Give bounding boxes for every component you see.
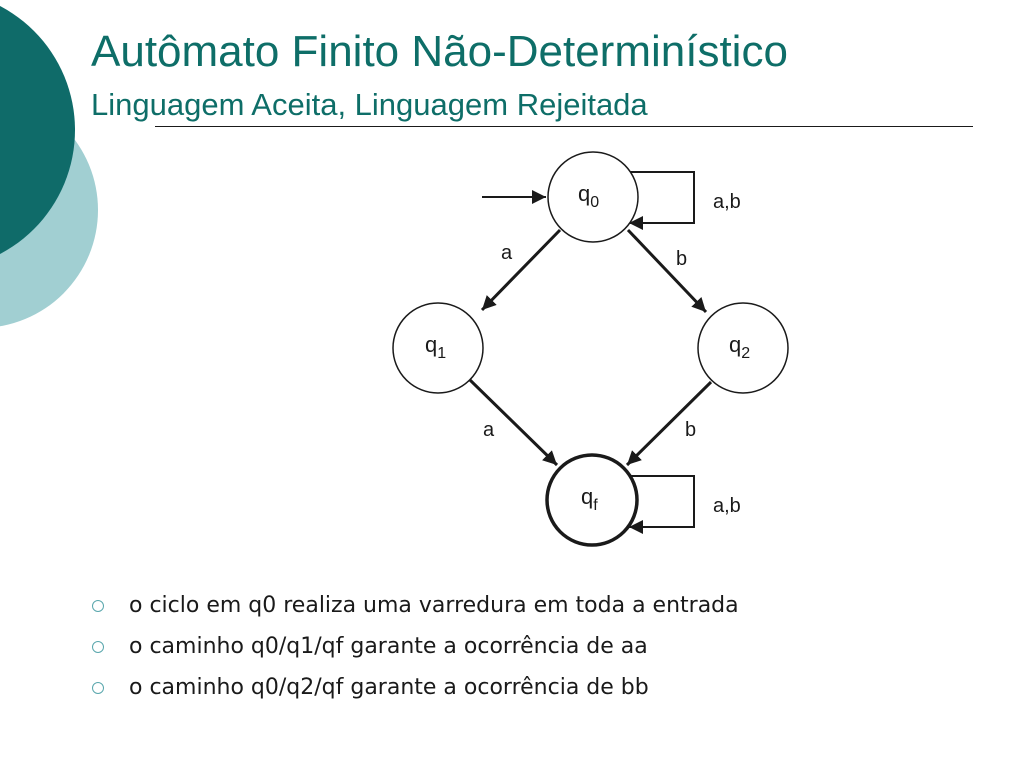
hollow-circle-bullet-icon	[92, 600, 104, 612]
edge-q0-q1	[482, 230, 560, 310]
bullet-text: o caminho q0/q1/qf garante a ocorrência de aa	[129, 634, 648, 659]
transition-label-q0-q0: a,b	[713, 191, 741, 213]
state-q1	[393, 303, 483, 393]
list-item	[92, 626, 739, 667]
state-label: $q_0$	[578, 181, 600, 211]
transition-label-q0-q2: b	[676, 248, 688, 270]
bullet-text: o ciclo em q0 realiza uma varredura em toda a entrada	[129, 593, 739, 618]
slide-title: Autômato Finito Não-Determinístico	[91, 27, 788, 76]
state-q0	[548, 152, 638, 242]
hollow-circle-bullet-icon	[92, 641, 104, 653]
self-loop-qf	[629, 476, 694, 527]
bullet-list	[92, 585, 739, 708]
transition-label-q1-qf: a	[483, 419, 495, 441]
state-q2	[698, 303, 788, 393]
transition-label-q0-q1: a	[501, 242, 513, 264]
slide-subtitle: Linguagem Aceita, Linguagem Rejeitada	[91, 87, 648, 122]
transition-label-qf-qf: a,b	[713, 495, 741, 517]
edge-q2-qf	[627, 382, 711, 465]
state-qf	[547, 455, 637, 545]
state-label: $q_f$	[581, 484, 598, 514]
self-loop-q0	[629, 172, 694, 223]
list-item	[92, 585, 739, 626]
list-item	[92, 667, 739, 708]
bullet-text: o caminho q0/q2/qf garante a ocorrência de bb	[129, 675, 649, 700]
state-label: $q_1$	[425, 332, 447, 362]
state-label: $q_2$	[729, 332, 751, 362]
transition-label-q2-qf: b	[685, 419, 697, 441]
hollow-circle-bullet-icon	[92, 682, 104, 694]
edge-q0-q2	[628, 230, 706, 312]
